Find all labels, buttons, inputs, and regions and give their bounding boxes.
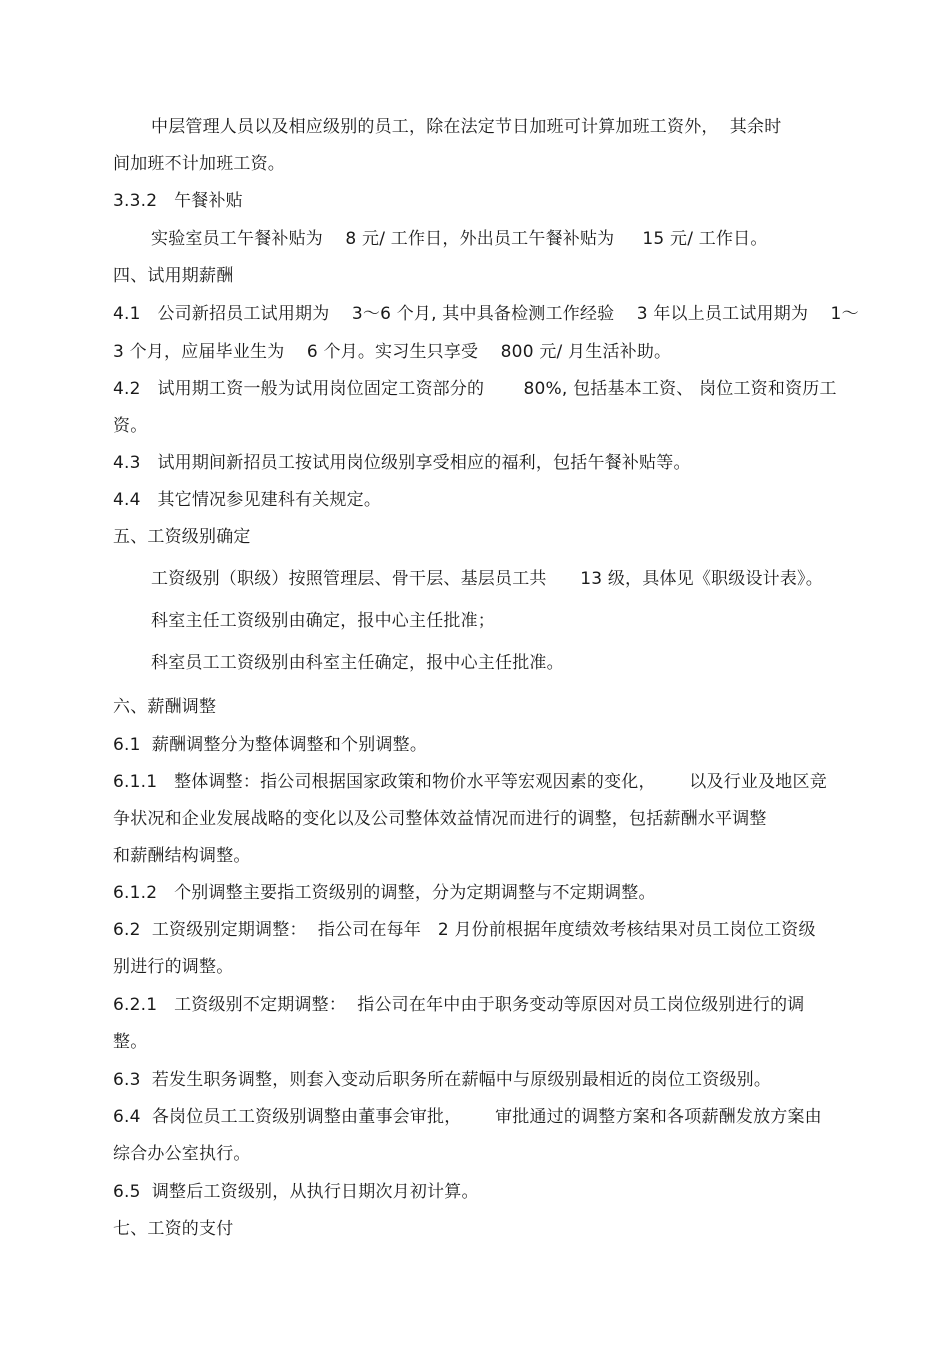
paragraph-line: 6.5 调整后工资级别，从执行日期次月初计算。	[113, 1182, 479, 1202]
paragraph-line: 6.1 薪酬调整分为整体调整和个别调整。	[113, 735, 428, 755]
paragraph-line: 6.1.1 整体调整：指公司根据国家政策和物价水平等宏观因素的变化， 以及行业及地区竞	[113, 772, 827, 792]
paragraph-line: 4.1 公司新招员工试用期为 3～6 个月, 其中具备检测工作经验 3 年以上员工试用期为 1～	[113, 304, 859, 324]
paragraph-line: 4.2 试用期工资一般为试用岗位固定工资部分的 80%, 包括基本工资、 岗位工资和资历工	[113, 379, 837, 399]
paragraph-line: 6.3 若发生职务调整，则套入变动后职务所在薪幅中与原级别最相近的岗位工资级别。	[113, 1070, 772, 1090]
paragraph-line: 间加班不计加班工资。	[113, 154, 285, 174]
paragraph-line: 综合办公室执行。	[113, 1144, 251, 1164]
paragraph-line: 6.2.1 工资级别不定期调整： 指公司在年中由于职务变动等原因对员工岗位级别进行的调	[113, 995, 805, 1015]
chapter-heading: 七、工资的支付	[113, 1219, 234, 1239]
paragraph-line: 6.4 各岗位员工工资级别调整由董事会审批， 审批通过的调整方案和各项薪酬发放方案由	[113, 1107, 822, 1127]
paragraph-line: 中层管理人员以及相应级别的员工，除在法定节日加班可计算加班工资外， 其余时	[151, 117, 782, 137]
paragraph-line: 工资级别（职级）按照管理层、骨干层、基层员工共 13 级，具体见《职级设计表》。	[151, 569, 823, 589]
paragraph-line: 6.2 工资级别定期调整： 指公司在每年 2 月份前根据年度绩效考核结果对员工岗位工资级	[113, 920, 816, 940]
paragraph-line: 实验室员工午餐补贴为 8 元/ 工作日，外出员工午餐补贴为 15 元/ 工作日。	[151, 229, 768, 249]
paragraph-line: 资。	[113, 416, 148, 436]
paragraph-line: 6.1.2 个别调整主要指工资级别的调整，分为定期调整与不定期调整。	[113, 883, 656, 903]
paragraph-line: 3 个月，应届毕业生为 6 个月。实习生只享受 800 元/ 月生活补助。	[113, 342, 672, 362]
paragraph-line: 整。	[113, 1032, 148, 1052]
section-heading: 3.3.2 午餐补贴	[113, 191, 243, 211]
paragraph-line: 科室主任工资级别由确定，报中心主任批准；	[151, 611, 495, 631]
paragraph-line: 科室员工工资级别由科室主任确定，报中心主任批准。	[151, 653, 564, 673]
paragraph-line: 别进行的调整。	[113, 957, 234, 977]
chapter-heading: 五、工资级别确定	[113, 527, 251, 547]
paragraph-line: 4.4 其它情况参见建科有关规定。	[113, 490, 382, 510]
chapter-heading: 四、试用期薪酬	[113, 266, 234, 286]
paragraph-line: 和薪酬结构调整。	[113, 846, 251, 866]
chapter-heading: 六、薪酬调整	[113, 697, 217, 717]
paragraph-line: 争状况和企业发展战略的变化以及公司整体效益情况而进行的调整，包括薪酬水平调整	[113, 809, 767, 829]
paragraph-line: 4.3 试用期间新招员工按试用岗位级别享受相应的福利，包括午餐补贴等。	[113, 453, 691, 473]
